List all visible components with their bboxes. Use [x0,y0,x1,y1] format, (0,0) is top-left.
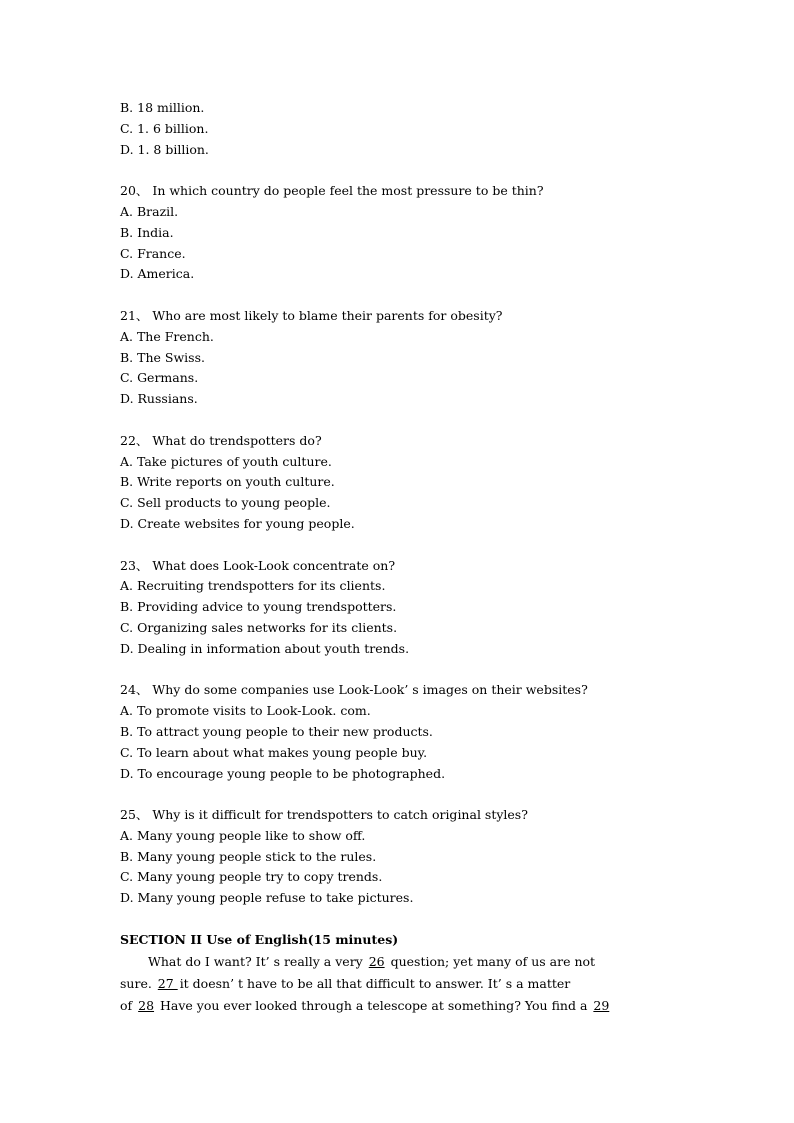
option-b: B. 18 million. [120,100,205,115]
blank-29: 29 [593,997,610,1013]
question-stem: 22、 What do trendspotters do? [120,432,322,448]
partial-question-options [120,98,680,160]
passage-line [120,951,680,973]
question-24 [120,680,680,784]
option-b: B. India. [120,224,174,240]
option-d: D. Dealing in information about youth trends. [120,640,410,656]
option-c: C. Organizing sales networks for its clients. [120,619,398,635]
question-stem: 21、 Who are most likely to blame their parents for obesity? [120,307,503,323]
option-a: A. To promote visits to Look-Look. com. [120,703,371,719]
option-b: B. Many young people stick to the rules. [120,848,377,864]
cloze-passage [120,951,680,1017]
exam-page [120,98,680,1017]
section-use-of-english [120,930,680,1017]
passage-text: sure. [120,975,156,991]
question-21 [120,306,680,410]
question-20 [120,181,680,285]
question-23 [120,556,680,660]
option-a: A. Many young people like to show off. [120,827,366,843]
question-stem: 24、 Why do some companies use Look-Look’ s images on their websites? [120,682,588,698]
question-22 [120,431,680,535]
option-c: C. Sell products to young people. [120,495,331,511]
blank-28: 28 [138,997,155,1013]
option-d: D. To encourage young people to be photographed. [120,765,446,781]
blank-27: 27 [157,975,178,991]
option-a: A. Take pictures of youth culture. [120,453,332,469]
option-a: A. The French. [120,328,214,344]
option-d: D. Russians. [120,391,198,407]
option-a: A. Recruiting trendspotters for its clients. [120,578,386,594]
option-b: B. Write reports on youth culture. [120,474,335,490]
option-c: C. Germans. [120,370,199,386]
passage-text: What do I want? It’ s really a very [148,953,367,969]
option-d: D. Create websites for young people. [120,515,355,531]
passage-text: Have you ever looked through a telescope at something? You find a [156,997,592,1013]
option-c: C. Many young people try to copy trends. [120,869,383,885]
question-stem: 20、 In which country do people feel the most pressure to be thin? [120,183,544,199]
option-c: C. France. [120,245,186,261]
passage-line [120,995,680,1017]
option-a: A. Brazil. [120,203,179,219]
section-title: SECTION II Use of English(15 minutes) [120,931,399,947]
option-d: D. America. [120,266,195,282]
option-b: B. Providing advice to young trendspotters. [120,599,397,615]
blank-26: 26 [368,953,385,969]
question-stem: 23、 What does Look-Look concentrate on? [120,557,396,573]
option-c: C. To learn about what makes young people buy. [120,744,428,760]
option-c: C. 1. 6 billion. [120,120,209,136]
passage-line [120,973,680,995]
option-d: D. Many young people refuse to take pictures. [120,890,414,906]
question-stem: 25、 Why is it difficult for trendspotters to catch original styles? [120,807,528,823]
passage-text: it doesn’ t have to be all that difficult to answer. It’ s a matter [179,975,571,991]
option-d: D. 1. 8 billion. [120,141,209,157]
option-b: B. The Swiss. [120,349,205,365]
option-b: B. To attract young people to their new products. [120,723,433,739]
passage-text: of [120,997,137,1013]
passage-text: question; yet many of us are not [386,953,596,969]
question-25 [120,805,680,909]
